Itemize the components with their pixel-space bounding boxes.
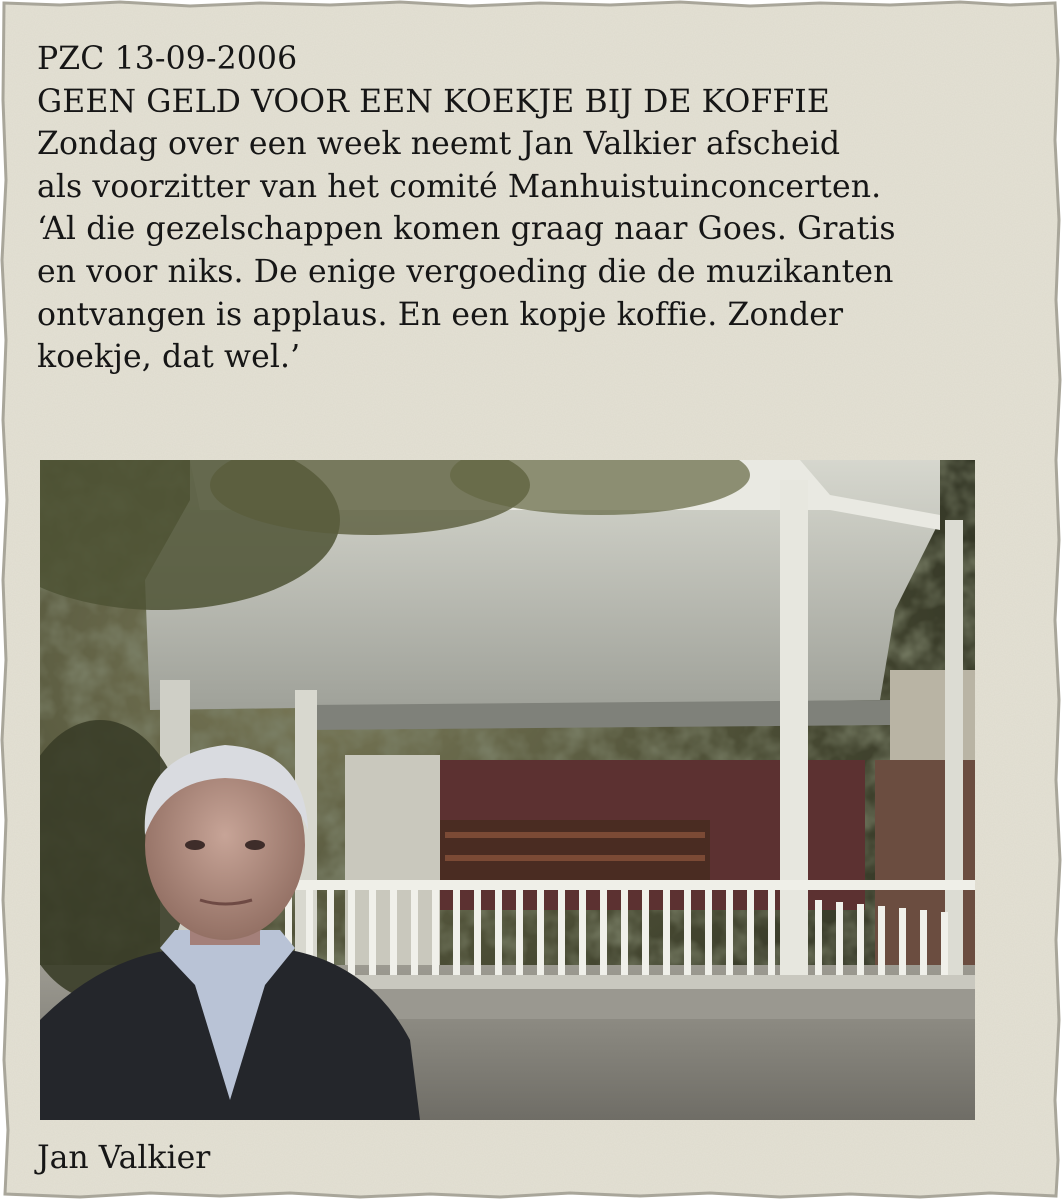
body-line: Zondag over een week neemt Jan Valkier afscheid bbox=[37, 126, 841, 163]
headline: GEEN GELD VOOR EEN KOEKJE BIJ DE KOFFIE bbox=[37, 83, 830, 120]
photo-illustration bbox=[40, 460, 975, 1120]
photo-bandstand bbox=[40, 460, 975, 1120]
body-line: en voor niks. De enige vergoeding die de muzikanten bbox=[37, 253, 894, 290]
body-line: als voorzitter van het comité Manhuistuinconcerten. bbox=[37, 168, 882, 205]
source-date: PZC 13-09-2006 bbox=[37, 41, 298, 77]
photo-caption: Jan Valkier bbox=[37, 1140, 211, 1176]
article-text bbox=[37, 38, 1037, 379]
body-line: ‘Al die gezelschappen komen graag naar Goes. Gratis bbox=[37, 211, 896, 248]
body-line: koekje, dat wel.’ bbox=[37, 339, 301, 376]
body-line: ontvangen is applaus. En een kopje koffie. Zonder bbox=[37, 296, 844, 333]
